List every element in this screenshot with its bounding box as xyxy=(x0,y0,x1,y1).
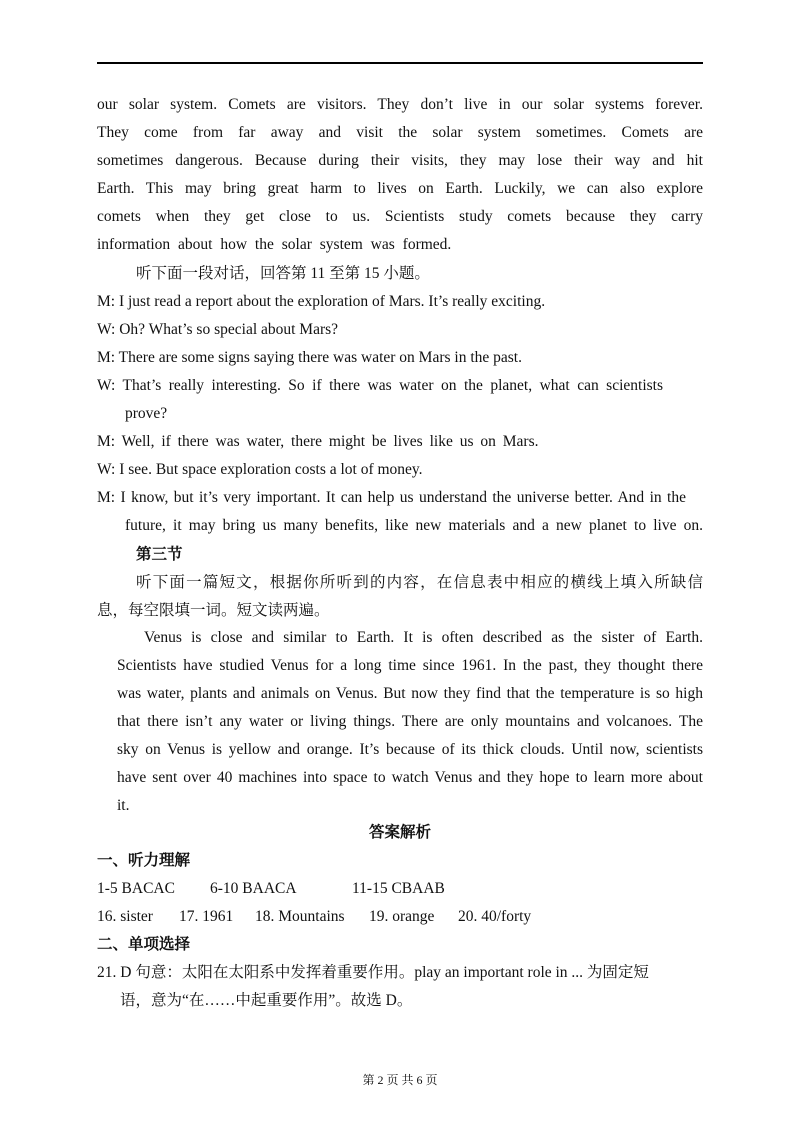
dialogue-line: M: I just read a report about the exploration of Mars. It’s really exciting. xyxy=(97,293,546,310)
answer-item: 19. orange xyxy=(369,908,435,925)
passage-line: Scientists have studied Venus for a long time since 1961. In the past, they thought there xyxy=(117,657,703,674)
passage-line: our solar system. Comets are visitors. They don’t live in our solar systems forever. xyxy=(97,96,703,113)
dialogue-line: M: I know, but it’s very important. It can help us understand the universe better. And in the xyxy=(97,489,686,506)
section3-heading: 第三节 xyxy=(136,546,183,563)
dialogue-line: W: Oh? What’s so special about Mars? xyxy=(97,321,339,338)
answer-group: 6-10 BAACA xyxy=(210,880,297,897)
section3-instruction: 听下面一篇短文，根据你所听到的内容，在信息表中相应的横线上填入所缺信 xyxy=(136,574,703,591)
dialogue-line: W: I see. But space exploration costs a lot of money. xyxy=(97,461,423,478)
answer-group: 11-15 CBAAB xyxy=(352,880,445,897)
passage-line: comets when they get close to us. Scientists study comets because they carry xyxy=(97,208,703,225)
dialogue-instruction: 听下面一段对话，回答第 11 至第 15 小题。 xyxy=(136,265,430,282)
passage-line: that there isn’t any water or living things. There are only mountains and volcanoes. The xyxy=(117,713,703,730)
answer-item: 18. Mountains xyxy=(255,908,345,925)
dialogue-line: W: That’s really interesting. So if there was water on the planet, what can scientists xyxy=(97,377,663,394)
section3-instruction: 息，每空限填一词。短文读两遍。 xyxy=(97,602,330,619)
dialogue-line: M: Well, if there was water, there might be lives like us on Mars. xyxy=(97,433,539,450)
answer-item: 16. sister xyxy=(97,908,153,925)
passage-line: have sent over 40 machines into space to watch Venus and they hope to learn more about xyxy=(117,769,703,786)
part2-heading: 二、单项选择 xyxy=(97,936,191,953)
answer-item: 17. 1961 xyxy=(179,908,234,925)
q21-explanation: 语，意为“在……中起重要作用”。故选 D。 xyxy=(120,992,413,1009)
passage-line: was water, plants and animals on Venus. But now they find that the temperature is so high xyxy=(117,685,703,702)
part1-heading: 一、听力理解 xyxy=(97,852,191,869)
page-footer: 第 2 页 共 6 页 xyxy=(362,1073,438,1087)
passage-line: Venus is close and similar to Earth. It is often described as the sister of Earth. xyxy=(144,629,703,646)
dialogue-line: M: There are some signs saying there was water on Mars in the past. xyxy=(97,349,522,366)
passage-line: sometimes dangerous. Because during their visits, they may lose their way and hit xyxy=(97,152,703,169)
q21-explanation: 21. D 句意：太阳在太阳系中发挥着重要作用。play an important role in ... 为固定短 xyxy=(97,964,649,981)
passage-line: Earth. This may bring great harm to lives on Earth. Luckily, we can also explore xyxy=(97,180,703,197)
dialogue-line: prove? xyxy=(125,405,168,422)
header-rule xyxy=(97,62,703,64)
dialogue-line: future, it may bring us many benefits, like new materials and a new planet to live on. xyxy=(125,517,703,534)
answer-item: 20. 40/forty xyxy=(458,908,532,925)
answer-group: 1-5 BACAC xyxy=(97,880,175,897)
passage-line: They come from far away and visit the solar system sometimes. Comets are xyxy=(97,124,703,141)
passage-line: it. xyxy=(117,797,130,814)
passage-line: information about how the solar system was formed. xyxy=(97,236,452,253)
passage-line: sky on Venus is yellow and orange. It’s because of its thick clouds. Until now, scientists xyxy=(117,741,703,758)
answers-title: 答案解析 xyxy=(368,824,431,841)
